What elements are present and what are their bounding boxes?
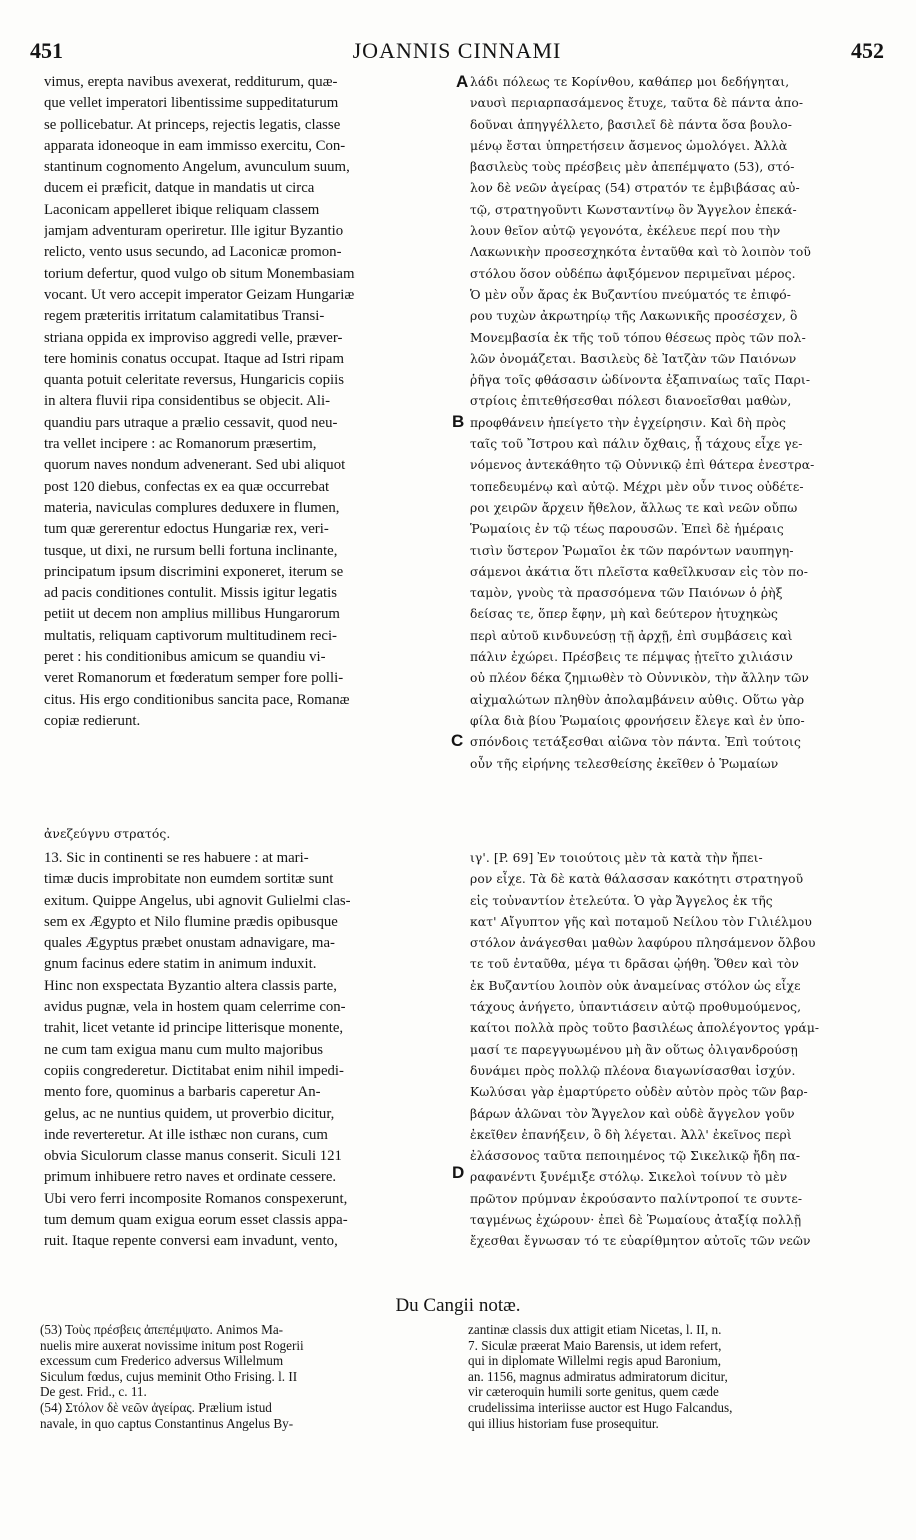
text-line: copiæ redierunt.	[44, 712, 141, 729]
text-line: Laconicam appelleret ibique reliquam classem	[44, 201, 320, 218]
text-line: δοῦναι ἀπηγγέλλετο, βασιλεῖ δὲ πάντα ὅσα βουλο-	[470, 117, 792, 132]
text-line: peret : his conditionibus amicum se quandiu vi-	[44, 649, 326, 666]
text-line: Ὁ μὲν οὖν ἄρας ἐκ Βυζαντίου πνεύματός τε ἐπιφό-	[470, 287, 792, 302]
text-line: quorum naves nondum advenerant. Sed ubi aliquot	[44, 457, 346, 474]
notes-left-column	[40, 1322, 458, 1431]
text-line: στρίοις ἐπιτεθήσεσθαι πόλεσι διανοεῖσθαι μαθὼν,	[470, 394, 792, 409]
text-line: νόμενος ἀντεκάθητο τῷ Οὐννικῷ ἐπὶ θάτερα ἐνεστρα-	[470, 458, 815, 473]
text-line: avidus pugnæ, vela in hostem quam celerrime con-	[44, 999, 346, 1016]
text-line: Siculum fœdus, cujus meminit Otho Frising. l. II	[40, 1368, 298, 1384]
text-line: ῥῆγα τοῖς φθάσασιν ὠδίνοντα ἐξαπιναίως ταῖς Παρι-	[470, 373, 811, 388]
text-line: ραφανέντι ξυνέμιξε στόλῳ. Σικελοὶ τοίνυν τὸ μὲν	[470, 1170, 788, 1185]
notes-right-column	[468, 1322, 896, 1431]
text-line: sem ex Ægypto et Nilo flumine prædis opibusque	[44, 913, 338, 930]
text-line: veret Romanorum et fœderatum semper fore polli-	[44, 670, 344, 687]
text-line: ne cum tam exigua manu cum multo majoribus	[44, 1041, 324, 1058]
running-header	[30, 38, 884, 68]
text-line: ιγ'. [P. 69] Ἐν τοιούτοις μὲν τὰ κατὰ τὴν ἤπει-	[470, 851, 763, 865]
text-line: (53) Τοὺς πρέσβεις ἀπεπέμψατο. Animos Ma-	[40, 1322, 284, 1337]
greek-spill-line	[44, 824, 454, 845]
text-line: ruit. Itaque repente conversi eam invadunt, vento,	[44, 1233, 338, 1250]
text-line: primum inhibuere retro naves et ordinate cessere.	[44, 1169, 337, 1186]
text-line: σπόνδοις τετάξεσθαι αἰῶνα τὸν πάντα. Ἐπὶ τούτοις	[470, 735, 801, 750]
text-line: ταγμένως ἐχώρουν· ἐπεὶ δὲ Ῥωμαίους ἀταξίᾳ πολλῇ	[470, 1213, 802, 1228]
text-line: εἰς τοὐναντίον ἐτελεύτα. Ὁ γὰρ Ἄγγελος ἐκ τῆς	[470, 893, 773, 908]
greek-column-top	[470, 72, 890, 775]
text-line: τοπεδευμένῳ καὶ αὐτῷ. Μέχρι μὲν οὖν τινος οὐδέτε-	[470, 479, 804, 494]
text-line: βασιλεὺς τοὺς πρέσβεις μὲν ἀπεπέμψατο (53), στό-	[470, 160, 795, 175]
text-line: στόλου ὅσον οὐδέπω ἀφιξόμενον περιμεῖναι μέρος.	[470, 266, 796, 281]
text-line: ducem ei præficit, datque in mandatis ut circa	[44, 180, 315, 197]
text-line: δυνάμει πρὸς πολλῷ πλέονα διαγωνίσασθαι ἰσχύν.	[470, 1063, 796, 1078]
text-line: ροι χειρῶν ἄρχειν ἤθελον, ἄλλως τε καὶ νεῶν οὔπω	[470, 500, 798, 515]
text-line: vocant. Ut vero accepit imperator Geizam Hungariæ	[44, 286, 355, 303]
text-line: ναυσὶ περιαρπασάμενος ἔτυχε, ταῦτα δὲ πάντα ἀπο-	[470, 96, 804, 111]
text-line: τε τοῦ ἐνταῦθα, μέγα τι δρᾶσαι ᾠήθη. Ὅθεν καὶ τὸν	[470, 957, 799, 972]
text-line: καίτοι πολλὰ πρὸς τοῦτο βασιλέως ἀπολέγοντος γράμ-	[470, 1021, 820, 1036]
text-line: ρον εἶχε. Τὰ δὲ κατὰ θάλασσαν κακότητι στρατηγοῦ	[470, 872, 804, 887]
text-line: ἐκεῖθεν ἐπανήξειν, ὃ δὴ λέγεται. Ἀλλ' ἐκεῖνος περὶ	[470, 1127, 792, 1142]
text-line: regem præteritis irritatum calamitatibus Transi-	[44, 308, 325, 325]
text-line: que vellet imperatori libentissime suppeditaturum	[44, 95, 339, 112]
text-line: copiis congrederetur. Dictitabat enim nihil impedi-	[44, 1062, 344, 1079]
text-line: mento fore, quominus a barbaris caperetur An-	[44, 1084, 321, 1101]
text-line: σάμενοι ἀκάτια ὅτι πλεῖστα καθεῖλκυσαν εἰς τὸν πο-	[470, 564, 809, 579]
text-line: Λακωνικὴν προσεσχηκότα ἐνταῦθα καὶ τὸ λοιπὸν τοῦ	[470, 245, 811, 260]
text-line: φίλα διὰ βίου Ῥωμαίοις φρονήσειν ἔλεγε καὶ ἐν ὑπο-	[470, 713, 805, 728]
text-line: torium defertur, quod vulgo ob situm Monembasiam	[44, 265, 355, 282]
text-line: se pollicebatur. At princeps, rejectis legatis, classe	[44, 116, 341, 133]
text-line: μένῳ ἔσται ὑπηρετήσειν ἄσμενος ὡμολόγει. Ἀλλὰ	[470, 138, 788, 153]
text-line: Hinc non exspectata Byzantio altera classis parte,	[44, 977, 337, 994]
text-line: exitum. Quippe Angelus, ubi agnovit Gulielmi clas-	[44, 892, 351, 909]
text-line: ad pacis conditiones contulit. Missis igitur legatis	[44, 585, 338, 602]
latin-column-bottom	[44, 848, 454, 1253]
margin-marker-d: D	[452, 1163, 465, 1182]
text-line: λάδι πόλεως τε Κορίνθου, καθάπερ μοι δεδήγηται,	[470, 75, 790, 89]
page-number-left: 451	[30, 38, 63, 63]
text-line: πρῶτον πρύμναν ἐκρούσαντο παλίντροποί τε συντε-	[470, 1191, 803, 1206]
running-title: JOANNIS CINNAMI	[352, 38, 562, 63]
text-line: ἐλάσσονος ταῦτα πεποιημένος τῷ Σικελικῷ ἤδη πα-	[470, 1149, 801, 1164]
text-line: Ῥωμαίοις ἐν τῷ τέως παρουσῶν. Ἐπεὶ δὲ ἡμέραις	[470, 522, 784, 537]
text-line: materia, naviculas complures deduxere in flumen,	[44, 499, 340, 516]
text-line: multatis, reliquam captivorum multitudinem reci-	[44, 627, 337, 644]
text-line: vimus, erepta navibus avexerat, redditurum, quæ-	[44, 74, 338, 90]
text-line: ἐκ Βυζαντίου λοιπὸν οὐκ ἀναμείνας στόλον ὡς εἶχε	[470, 978, 801, 993]
text-line: tusque, ut dixi, ne rursum belli fortuna inclinante,	[44, 542, 338, 559]
text-line: an. 1156, magnus admiratus admiratorum dicitur,	[468, 1368, 728, 1384]
text-line: zantinæ classis dux attigit etiam Nicetas, l. II, n.	[468, 1322, 722, 1337]
text-line: Μονεμβασία ἐκ τῆς τοῦ τόπου θέσεως πρὸς τῶν πολ-	[470, 330, 806, 345]
text-line: qui in diplomate Willelmi regis apud Baronium,	[468, 1353, 722, 1369]
text-line: περὶ αὐτοῦ κινδυνεύσῃ τῇ ἀρχῇ, ἐπὶ συμβάσεις καὶ	[470, 628, 793, 643]
text-line: λον δὲ νεῶν ἀγείρας (54) στρατόν τε ἐμβιβάσας αὐ-	[470, 181, 800, 196]
text-line: ρου τυχὼν ἀκρωτηρίῳ τῆς Λακωνικῆς προσέσχεν, ὃ	[470, 309, 798, 324]
text-line: ἔχεσθαι ἔγνωσαν τό τε εὐαρίθμητον αὐτοῖς τῶν νεῶν	[470, 1234, 811, 1249]
text-line: obvia Siculorum classe manus conserit. Siculi 121	[44, 1148, 342, 1165]
text-line: δείσας τε, ὅπερ ἔφην, μὴ καὶ δεύτερον ἠτυχηκὼς	[470, 607, 779, 622]
text-line: quales Ægyptus præbet onustam adnavigare, ma-	[44, 935, 335, 952]
text-line: ἀνεζεύγνυ στρατός.	[44, 827, 171, 841]
text-line: 13. Sic in continenti se res habuere : at mari-	[44, 850, 309, 866]
text-line: qui illius historiam fuse prosequitur.	[468, 1415, 659, 1431]
text-line: jamjam adventuram operiretur. Ille igitur Byzantio	[44, 223, 344, 240]
text-line: προφθάνειν ἠπείγετο τὴν ἐγχείρησιν. Καὶ δὴ πρὸς	[470, 415, 787, 430]
text-line: 7. Siculæ præerat Maio Barensis, ut idem refert,	[468, 1337, 722, 1353]
text-line: apparata idoneoque in eam immisso exercitu, Con-	[44, 137, 346, 154]
text-line: στόλον ἀνάγεσθαι μαθὼν λαφύρου πλησάμενον ὄλβου	[470, 936, 816, 951]
text-line: quanta potuit celeritate reversus, Hungaricis copiis	[44, 372, 344, 389]
text-line: quandiu pars utraque a prælio cessavit, quod neu-	[44, 414, 338, 431]
margin-marker-b: B	[452, 412, 465, 431]
text-line: κατ' Αἴγυπτον γῆς καὶ ποταμοῦ Νείλου τὸν Γιλιέλμου	[470, 914, 813, 929]
text-line: πάλιν ἐχώρει. Πρέσβεις τε πέμψας ᾐτεῖτο χιλιάσιν	[470, 650, 793, 665]
text-line: timæ ducis improbitate non eumdem sortitæ sunt	[44, 871, 334, 888]
text-line: οὐ πλέον δέκα ζημιωθὲν τὸ Οὐννικὸν, τὴν ἄλλην τῶν	[470, 671, 809, 686]
text-line: Ubi vero ferri incomposite Romanos conspexerunt,	[44, 1190, 348, 1207]
text-line: vir cæteroquin humili sorte genitus, quem cæde	[468, 1384, 719, 1400]
text-line: tum quæ gererentur edoctus Hungariæ rex, veri-	[44, 521, 329, 538]
text-line: βάρων ἁλῶναι τὸν Ἄγγελον καὶ οὐδὲ ἄγγελον γοῦν	[470, 1106, 795, 1121]
text-line: τῷ, στρατηγοῦντι Κωνσταντίνῳ ὃν Ἄγγελον ἐπεκά-	[470, 202, 797, 217]
greek-column-bottom	[470, 848, 890, 1253]
text-line: μασί τε παρεγγυωμένου μὴ ἂν οὕτως ὀλιγανδρούσῃ	[470, 1042, 798, 1057]
text-line: De gest. Frid., c. 11.	[40, 1384, 147, 1400]
page-number-right: 452	[851, 38, 884, 63]
text-line: excessum cum Frederico adversus Willelmum	[40, 1353, 284, 1369]
latin-column-top	[44, 72, 454, 732]
text-line: gelus, ac ne nuntius quidem, ut proverbio dicitur,	[44, 1105, 335, 1122]
text-line: (54) Στόλον δὲ νεῶν ἀγείρας. Prælium istud	[40, 1399, 272, 1415]
text-line: οὖν τῆς εἰρήνης τελεσθείσης ἐκεῖθεν ὁ Ῥωμαίων	[470, 756, 779, 771]
text-line: tere hominis conatus occupat. Itaque ad Istri ripam	[44, 350, 344, 367]
text-line: inde reverteretur. At ille isthæc non curans, cum	[44, 1126, 328, 1143]
text-line: tum demum quam exigua eorum esset classis appa-	[44, 1212, 348, 1229]
margin-marker-c: C	[451, 731, 464, 750]
text-line: relicto, vento usus secundo, ad Laconicæ promon-	[44, 244, 342, 261]
text-line: τισὶν ὕστερον Ῥωμαῖοι ἐκ τῶν παρόντων ναυπηγη-	[470, 543, 794, 558]
text-line: αἰχμαλώτων πληθὺν ἀπολαμβάνειν αὐθις. Οὕτω γὰρ	[470, 692, 805, 707]
text-line: crudelissima interiisse auctor est Hugo Falcandus,	[468, 1399, 733, 1415]
text-line: Κωλύσαι γὰρ ἐμαρτύρετο οὐδὲν αὐτὸν πρὸς τῶν βαρ-	[470, 1085, 808, 1100]
text-line: λουν θεῖον αὐτῷ γεγονότα, ἐκέλευε περί που τὴν	[470, 224, 781, 239]
text-line: petiit ut decem non amplius millibus Hungarorum	[44, 606, 340, 623]
text-line: λῶν ὀνομάζεται. Βασιλεὺς δὲ Ἰατζὰν τῶν Παιόνων	[470, 351, 797, 366]
text-line: navale, in quo captus Constantinus Angelus By-	[40, 1415, 294, 1431]
text-line: striana oppida ex improviso aggredi velle, præver-	[44, 329, 343, 346]
margin-marker-a: A	[456, 72, 469, 91]
text-line: nuelis mire auxerat novissime initum post Rogerii	[40, 1337, 304, 1353]
text-line: in altera fluvii ripa considentibus se objecit. Ali-	[44, 393, 331, 410]
text-line: gnum facinus edere statim in animum induxit.	[44, 956, 317, 973]
text-line: trahit, licet vetante id principe litterisque monente,	[44, 1020, 344, 1037]
text-line: principatum ipsum discrimini exponeret, iterum se	[44, 563, 344, 580]
text-line: ταμὸν, γνοὺς τὰ πρασσόμενα τῶν Παιόνων ὁ ῥὴξ	[470, 586, 783, 601]
text-line: tra vellet incipere : ac Romanorum præsertim,	[44, 436, 317, 453]
text-line: citus. His ergo conditionibus sancita pace, Romanæ	[44, 691, 350, 708]
notes-title: Du Cangii notæ.	[395, 1295, 521, 1316]
text-line: τάχους ἀνήγετο, ὑπαντιάσειν αὐτῷ προθυμούμενος,	[470, 1000, 802, 1015]
text-line: ταῖς τοῦ Ἴστρου καὶ πάλιν ὄχθαις, ᾗ τάχους εἶχε γε-	[470, 437, 803, 452]
text-line: post 120 diebus, confectas ex ea quæ occurrebat	[44, 478, 330, 495]
text-line: stantinum cognomento Angelum, avunculum suum,	[44, 159, 350, 176]
